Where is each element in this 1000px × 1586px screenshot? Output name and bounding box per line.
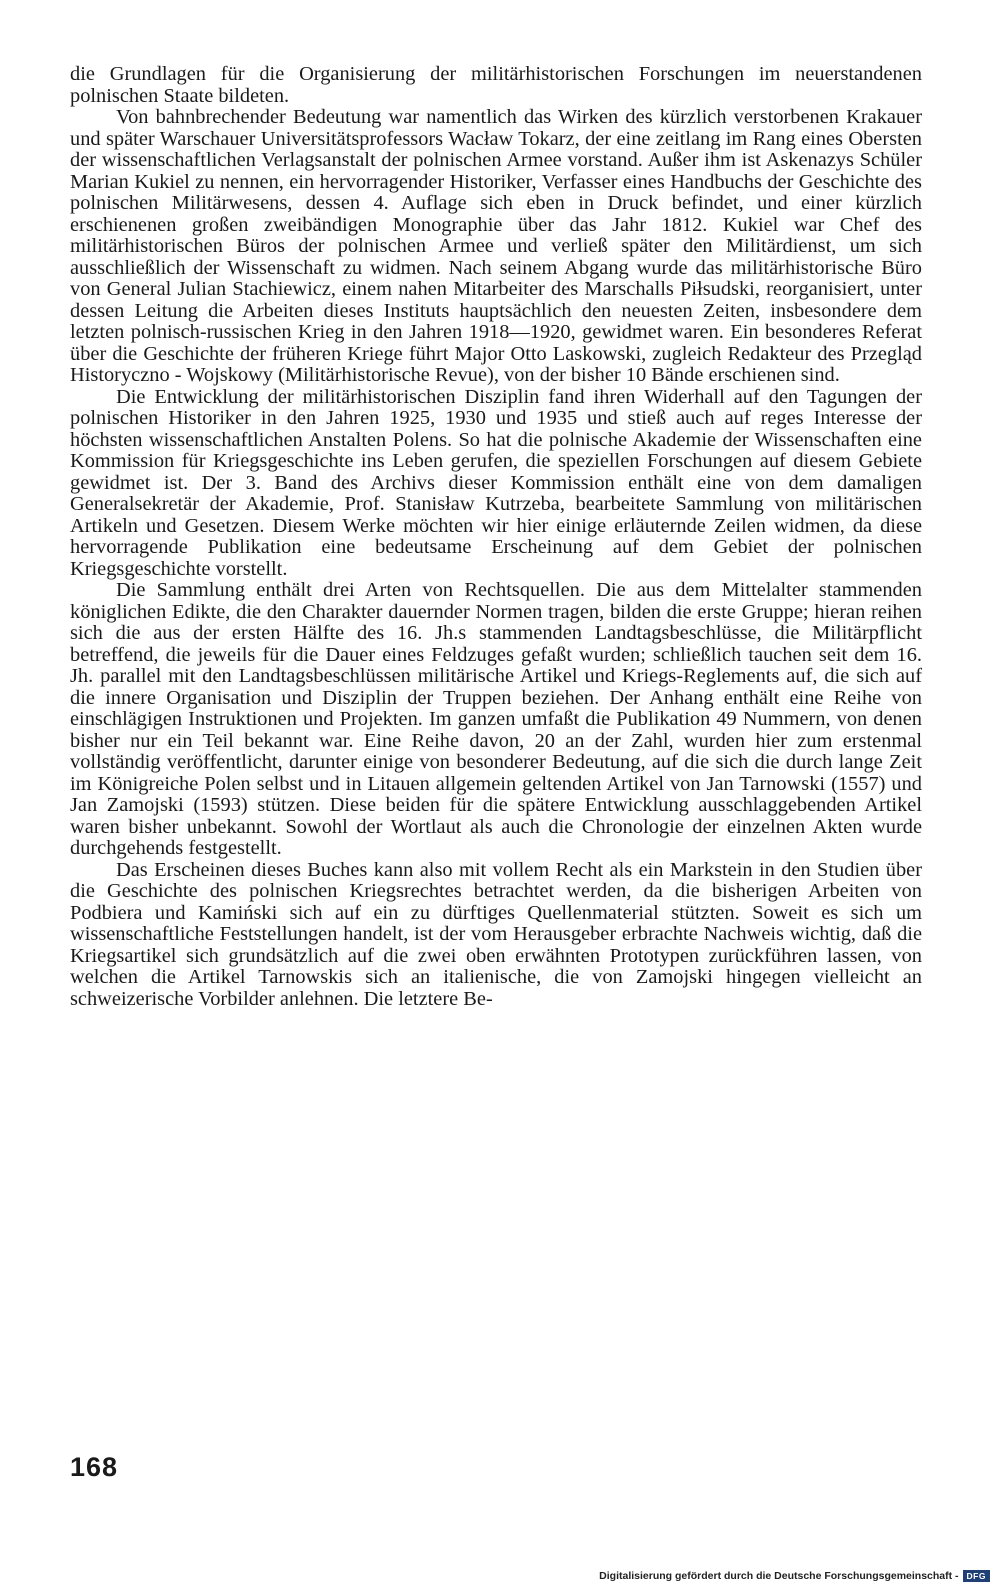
body-text [70,64,922,1010]
paragraph-4: Die Sammlung enthält drei Arten von Rechtsquellen. Die aus dem Mittelalter stammenden königlichen Edikte, die den Charakter dauernder Normen tragen, bilden die erste Gruppe; hieran reihen sich die aus der ersten Hälfte des 16. Jh.s stammenden Landtagsbeschlüsse, die Militärpflicht betreffend, die jeweils für die Dauer eines Feldzuges gefaßt wurden; schließlich tauchen seit dem 16. Jh. parallel mit den Landtagsbeschlüssen militärische Artikel und Kriegs-Reglements auf, die sich auf die innere Organisation und Disziplin der Truppen beziehen. Der Anhang enthält eine Reihe von einschlägigen Instruktionen und Projekten. Im ganzen umfaßt die Publikation 49 Nummern, von denen bisher nur ein Teil bekannt war. Eine Reihe davon, 20 an der Zahl, wurden hier zum erstenmal vollständig veröffentlicht, darunter einige von besonderer Bedeutung, auf die sich die durch lange Zeit im Königreiche Polen selbst und in Litauen allgemein geltenden Artikel von Jan Tarnowski (1557) und Jan Zamojski (1593) stützen. Diese beiden für die spätere Entwicklung ausschlaggebenden Artikel waren bisher unbekannt. Sowohl der Wortlaut als auch die Chronologie der einzelnen Akten wurde durchgehends festgestellt. [70,579,922,859]
paragraph-5: Das Erscheinen dieses Buches kann also mit vollem Recht als ein Markstein in den Studien über die Geschichte des polnischen Kriegsrechtes betrachtet werden, da die bisherigen Arbeiten von Podbiera und Kamiński sich auf ein zu dürftiges Quellenmaterial stützten. Soweit es sich um wissenschaftliche Feststellungen handelt, ist der vom Herausgeber erbrachte Nachweis wichtig, daß die Kriegsartikel sich grundsätzlich auf die zwei oben erwähnten Prototypen zurückführen lassen, von welchen die Artikel Tarnowskis sich an italienische, die von Zamojski hingegen vielleicht an schweizerische Vorbilder anlehnen. Die letztere Be- [70,858,922,1010]
digitization-credit [599,1570,990,1582]
paragraph-2: Von bahnbrechender Bedeutung war namentlich das Wirken des kürzlich verstorbenen Krakauer und später Warschauer Universitätsprofessors Wacław Tokarz, der eine zeitlang im Rang eines Obersten der wissenschaftlichen Verlagsanstalt der polnischen Armee vorstand. Außer ihm ist Askenazys Schüler Marian Kukiel zu nennen, ein hervorragender Historiker, Verfasser eines Handbuchs der Geschichte des polnischen Militärwesens, dessen 4. Auflage sich eben in Druck befindet, und einer kürzlich erschienenen großen zweibändigen Monographie über das Jahr 1812. Kukiel war Chef des militärhistorischen Büros der polnischen Armee und verließ später den Militärdienst, um sich ausschließlich der Wissenschaft zu widmen. Nach seinem Abgang wurde das militärhistorische Büro von General Julian Stachiewicz, einem nahen Mitarbeiter des Marschalls Piłsudski, reorganisiert, unter dessen Leitung die Arbeiten dieses Instituts hauptsächlich den neuesten Zeiten, insbesondere dem letzten polnisch-russischen Krieg in den Jahren 1918—1920, gewidmet waren. Ein besonderes Referat über die Geschichte der früheren Kriege führt Major Otto Laskowski, zugleich Redakteur des Przegląd Historyczno - Wojskowy (Militärhistorische Revue), von der bisher 10 Bände erschienen sind. [70,106,922,386]
page-number: 168 [70,1452,119,1482]
dfg-logo: DFG [963,1570,990,1582]
credit-text: Digitalisierung gefördert durch die Deutsche Forschungsgemeinschaft - [599,1570,959,1582]
paragraph-1: die Grundlagen für die Organisierung der militärhistorischen Forschungen im neuerstandenen polnischen Staate bildeten. [70,63,922,107]
paragraph-3: Die Entwicklung der militärhistorischen Disziplin fand ihren Widerhall auf den Tagungen der polnischen Historiker in den Jahren 1925, 1930 und 1935 und stieß auch auf reges Interesse der höchsten wissenschaftlichen Anstalten Polens. So hat die polnische Akademie der Wissenschaften eine Kommission für Kriegsgeschichte ins Leben gerufen, die speziellen Forschungen auf diesem Gebiete gewidmet ist. Der 3. Band des Archivs dieser Kommission enthält eine von dem damaligen Generalsekretär der Akademie, Prof. Stanisław Kutrzeba, bearbeitete Sammlung von militärischen Artikeln und Gesetzen. Diesem Werke möchten wir hier einige erläuternde Zeilen widmen, da diese hervorragende Publikation eine bedeutsame Erscheinung auf dem Gebiet der polnischen Kriegsgeschichte vorstellt. [70,385,922,580]
